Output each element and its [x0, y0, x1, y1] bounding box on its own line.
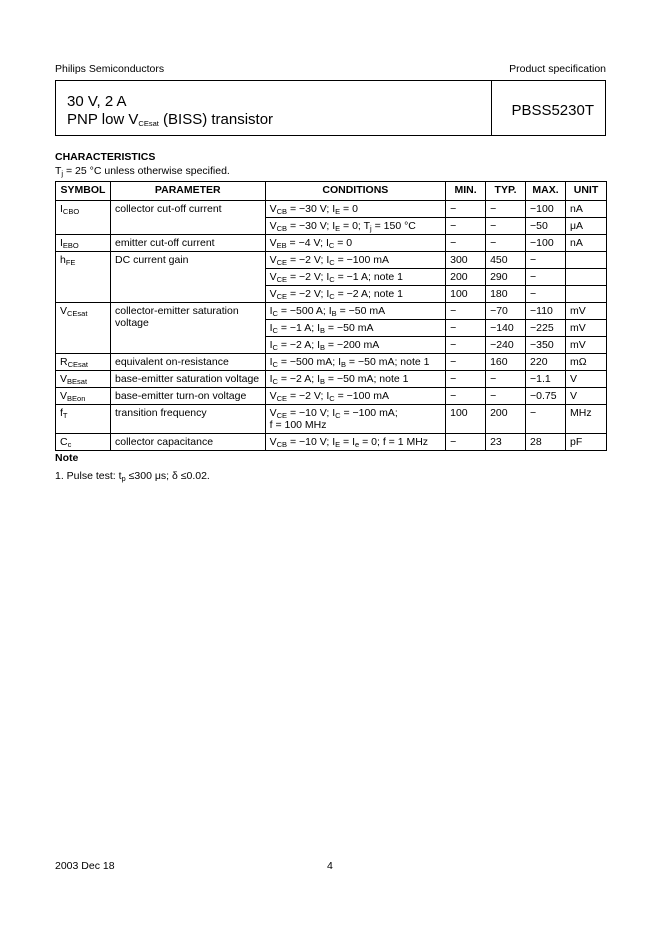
- min-cell: 200: [446, 269, 486, 286]
- title-box-left-border: [55, 81, 56, 136]
- typ-cell: 180: [486, 286, 526, 303]
- unit-cell: mV: [565, 337, 606, 354]
- conditions-cell: $V_{CE} = -10$ V; $I_C = -100$ mA; f = 100 MHz: [265, 405, 446, 434]
- part-number: PBSS5230T: [511, 102, 594, 119]
- max-cell: −: [526, 286, 566, 303]
- max-cell: −350: [526, 337, 566, 354]
- note-heading: Note: [55, 452, 79, 464]
- typ-cell: −: [486, 218, 526, 235]
- min-cell: 300: [446, 252, 486, 269]
- title-box-divider: [491, 81, 492, 136]
- unit-cell: nA: [565, 235, 606, 252]
- characteristics-table: [55, 181, 607, 451]
- col-symbol: SYMBOL: [56, 182, 111, 201]
- parameter-cell: equivalent on-resistance: [110, 354, 265, 371]
- typ-cell: 160: [486, 354, 526, 371]
- typ-cell: −: [486, 371, 526, 388]
- conditions-cell: $V_{CE} = -2$ V; $I_C = -2$ A; note 1: [265, 286, 446, 303]
- col-max: MAX.: [526, 182, 566, 201]
- unit-cell: V: [565, 388, 606, 405]
- typ-cell: −: [486, 388, 526, 405]
- title-box-right-border: [605, 81, 606, 136]
- parameter-cell: base-emitter turn-on voltage: [110, 388, 265, 405]
- min-cell: −: [446, 434, 486, 451]
- max-cell: −: [526, 405, 566, 434]
- max-cell: −: [526, 252, 566, 269]
- max-cell: 220: [526, 354, 566, 371]
- conditions-cell: $V_{CB} = -30$ V; $I_E = 0$; $T_j = 150$ °C: [265, 218, 446, 235]
- conditions-cell: $V_{CE} = -2$ V; $I_C = -100$ mA: [265, 388, 446, 405]
- table-row: [56, 201, 607, 218]
- min-cell: −: [446, 354, 486, 371]
- typ-cell: −: [486, 201, 526, 218]
- max-cell: −110: [526, 303, 566, 320]
- unit-cell: μA: [565, 218, 606, 235]
- max-cell: 28: [526, 434, 566, 451]
- max-cell: −: [526, 269, 566, 286]
- unit-cell: [565, 286, 606, 303]
- parameter-cell: collector cut-off current: [110, 201, 265, 235]
- unit-cell: mV: [565, 303, 606, 320]
- min-cell: −: [446, 303, 486, 320]
- conditions-cell: $I_C = -2$ A; $I_B = -200$ mA: [265, 337, 446, 354]
- symbol-cell: $V_{CEsat}$: [56, 303, 111, 354]
- parameter-cell: emitter cut-off current: [110, 235, 265, 252]
- min-cell: −: [446, 337, 486, 354]
- table-row: [56, 388, 607, 405]
- min-cell: −: [446, 320, 486, 337]
- parameter-cell: transition frequency: [110, 405, 265, 434]
- typ-cell: −: [486, 235, 526, 252]
- table-row: [56, 354, 607, 371]
- parameter-cell: collector-emitter saturation voltage: [110, 303, 265, 354]
- col-conditions: CONDITIONS: [265, 182, 446, 201]
- max-cell: −1.1: [526, 371, 566, 388]
- max-cell: −50: [526, 218, 566, 235]
- max-cell: −225: [526, 320, 566, 337]
- section-title: CHARACTERISTICS: [55, 151, 156, 163]
- table-row: [56, 405, 607, 434]
- typ-cell: 200: [486, 405, 526, 434]
- table-row: [56, 303, 607, 320]
- col-min: MIN.: [446, 182, 486, 201]
- conditions-note: $T_j = 25$ °C unless otherwise specified.: [55, 165, 230, 178]
- typ-cell: 23: [486, 434, 526, 451]
- symbol-cell: $V_{BEsat}$: [56, 371, 111, 388]
- min-cell: −: [446, 388, 486, 405]
- conditions-cell: $V_{CE} = -2$ V; $I_C = -1$ A; note 1: [265, 269, 446, 286]
- document-title: [67, 93, 273, 129]
- col-parameter: PARAMETER: [110, 182, 265, 201]
- document-type: Product specification: [509, 63, 606, 75]
- typ-cell: −240: [486, 337, 526, 354]
- conditions-cell: $I_C = -500$ A; $I_B = -50$ mA: [265, 303, 446, 320]
- typ-cell: 290: [486, 269, 526, 286]
- min-cell: 100: [446, 405, 486, 434]
- conditions-cell: $V_{EB} = -4$ V; $I_C = 0$: [265, 235, 446, 252]
- parameter-cell: base-emitter saturation voltage: [110, 371, 265, 388]
- min-cell: −: [446, 201, 486, 218]
- typ-cell: −70: [486, 303, 526, 320]
- max-cell: −100: [526, 235, 566, 252]
- title-rule: [55, 135, 606, 136]
- symbol-cell: $C_c$: [56, 434, 111, 451]
- unit-cell: nA: [565, 201, 606, 218]
- typ-cell: −140: [486, 320, 526, 337]
- col-unit: UNIT: [565, 182, 606, 201]
- conditions-cell: $V_{CE} = -2$ V; $I_C = -100$ mA: [265, 252, 446, 269]
- typ-cell: 450: [486, 252, 526, 269]
- symbol-cell: $R_{CEsat}$: [56, 354, 111, 371]
- table-row: [56, 371, 607, 388]
- symbol-cell: $V_{BEon}$: [56, 388, 111, 405]
- unit-cell: mΩ: [565, 354, 606, 371]
- company-name: Philips Semiconductors: [55, 63, 165, 75]
- table-row: [56, 434, 607, 451]
- conditions-cell: $V_{CB} = -10$ V; $I_E = I_e = 0$; f = 1 MHz: [265, 434, 446, 451]
- parameter-cell: collector capacitance: [110, 434, 265, 451]
- unit-cell: pF: [565, 434, 606, 451]
- footer-page-number: 4: [327, 860, 333, 872]
- symbol-cell: $I_{EBO}$: [56, 235, 111, 252]
- header-rule: [55, 80, 606, 81]
- note-1: 1. Pulse test: $t_p \le 300$ μs; δ ≤0.02.: [55, 470, 210, 483]
- min-cell: −: [446, 218, 486, 235]
- conditions-cell: $I_C = -2$ A; $I_B = -50$ mA; note 1: [265, 371, 446, 388]
- unit-cell: [565, 269, 606, 286]
- unit-cell: MHz: [565, 405, 606, 434]
- unit-cell: [565, 252, 606, 269]
- title-line-2: PNP low $V_{CEsat}$ (BISS) transistor: [67, 111, 274, 128]
- unit-cell: mV: [565, 320, 606, 337]
- max-cell: −100: [526, 201, 566, 218]
- conditions-cell: $I_C = -1$ A; $I_B = -50$ mA: [265, 320, 446, 337]
- min-cell: 100: [446, 286, 486, 303]
- min-cell: −: [446, 235, 486, 252]
- symbol-cell: $f_T$: [56, 405, 111, 434]
- unit-cell: V: [565, 371, 606, 388]
- max-cell: −0.75: [526, 388, 566, 405]
- symbol-cell: $h_{FE}$: [56, 252, 111, 303]
- conditions-cell: $V_{CB} = -30$ V; $I_E = 0$: [265, 201, 446, 218]
- footer-date: 2003 Dec 18: [55, 860, 115, 872]
- title-line-1: 30 V, 2 A: [67, 93, 127, 110]
- conditions-cell: $I_C = -500$ mA; $I_B = -50$ mA; note 1: [265, 354, 446, 371]
- col-typ: TYP.: [486, 182, 526, 201]
- table-row: [56, 235, 607, 252]
- table-row: [56, 252, 607, 269]
- table-header-row: [56, 182, 607, 201]
- symbol-cell: $I_{CBO}$: [56, 201, 111, 235]
- min-cell: −: [446, 371, 486, 388]
- parameter-cell: DC current gain: [110, 252, 265, 303]
